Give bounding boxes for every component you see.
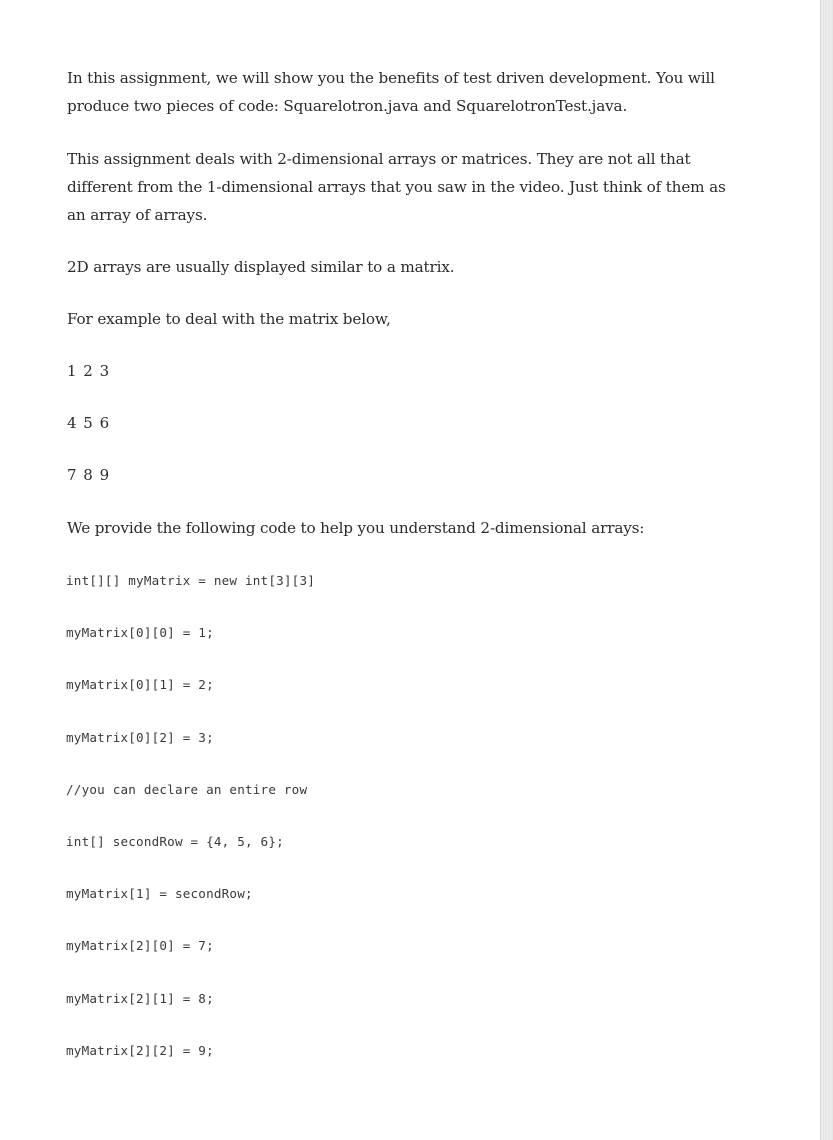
matrix-display-paragraph: 2D arrays are usually displayed similar to a matrix.: [67, 258, 455, 276]
example-paragraph: For example to deal with the matrix below,: [67, 310, 391, 328]
matrix-row-3: 7 8 9: [67, 466, 111, 484]
code-line: int[][] myMatrix = new int[3][3]: [66, 573, 316, 588]
code-line: myMatrix[1] = secondRow;: [66, 886, 253, 901]
intro-paragraph: In this assignment, we will show you the benefits of test driven development. You will produce two pieces of code: Squarelotron.java and SquarelotronTest.java.: [67, 69, 720, 115]
vertical-scrollbar[interactable]: [820, 0, 833, 1140]
matrix-row-1: 1 2 3: [67, 362, 111, 380]
matrix-row-2: 4 5 6: [67, 414, 111, 432]
code-line: myMatrix[0][2] = 3;: [66, 730, 214, 745]
code-line: int[] secondRow = {4, 5, 6};: [66, 834, 284, 849]
code-intro-paragraph: We provide the following code to help you understand 2-dimensional arrays:: [67, 519, 645, 537]
code-comment-line: //you can declare an entire row: [66, 782, 308, 797]
code-line: myMatrix[2][0] = 7;: [66, 938, 214, 953]
code-line: myMatrix[2][1] = 8;: [66, 991, 214, 1006]
code-line: myMatrix[0][1] = 2;: [66, 677, 214, 692]
arrays-paragraph: This assignment deals with 2-dimensional arrays or matrices. They are not all that different from the 1-dimensional arrays that you saw in the video. Just think of them as an array of arrays.: [67, 150, 731, 224]
code-line: myMatrix[0][0] = 1;: [66, 625, 214, 640]
code-line: myMatrix[2][2] = 9;: [66, 1043, 214, 1058]
